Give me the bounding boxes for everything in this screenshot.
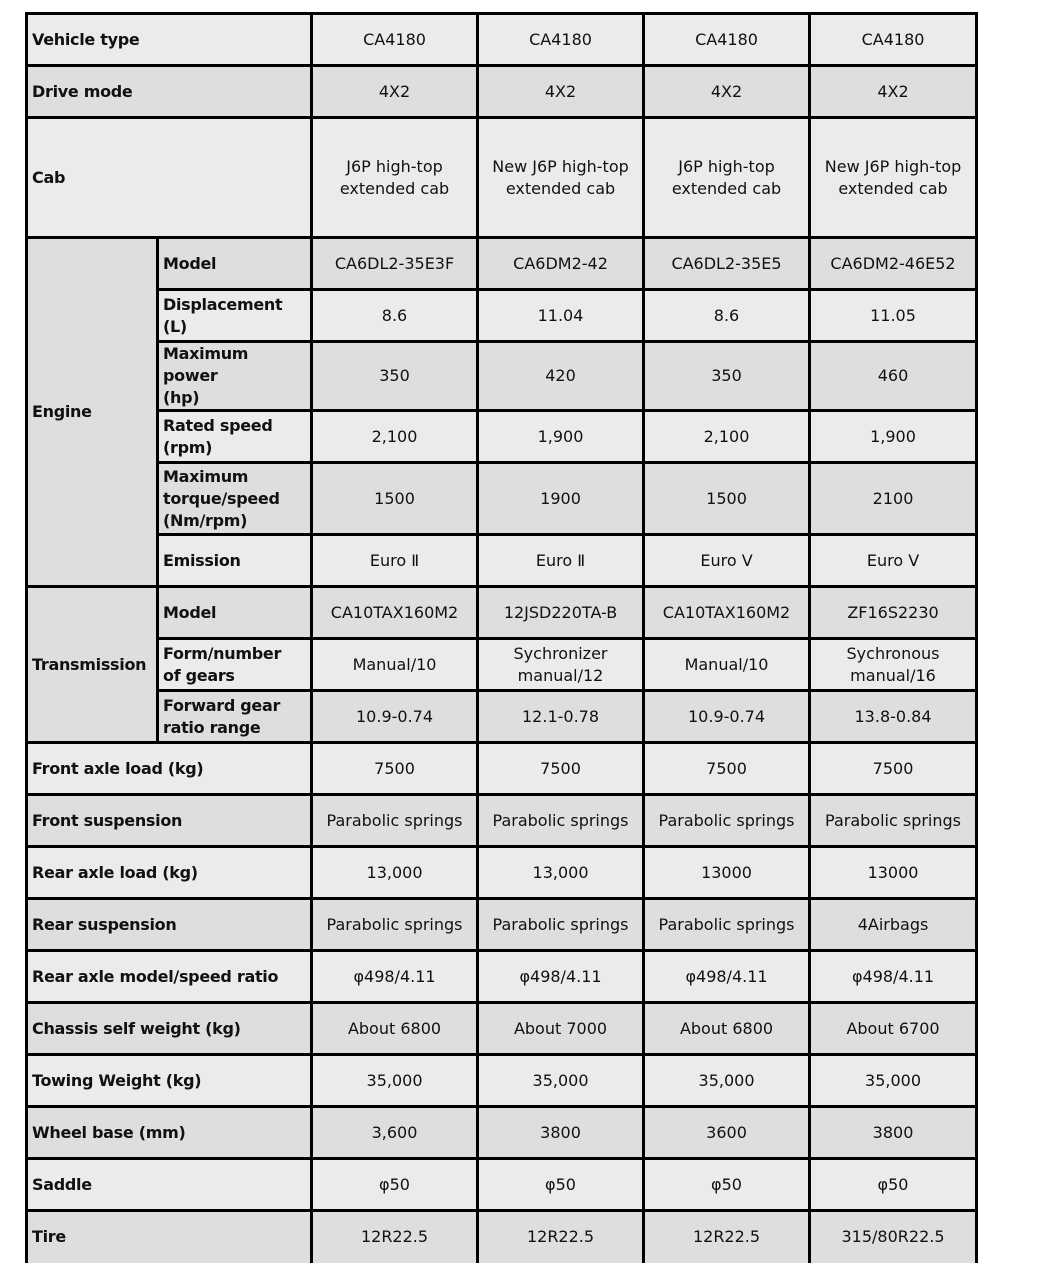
cell-value: 12R22.5 [644,1211,810,1263]
cell-line: 12JSD220TA-B [503,602,618,622]
sub-row-label [158,342,312,411]
cell-line: extended cab [838,178,948,198]
cell-line: J6P high-top [678,156,775,176]
cell-value: CA6DL2-35E3F [312,238,478,290]
cell-value [312,587,478,639]
cell-value: 35,000 [478,1055,644,1107]
cell-value [644,587,810,639]
cell-value: 4X2 [312,66,478,118]
cell-value: 7500 [810,743,977,795]
cell-value: 7500 [478,743,644,795]
row-label: Cab [27,118,312,238]
row-label: Front axle load (kg) [27,743,312,795]
cell-value [478,639,644,691]
row-engine-4 [27,463,977,535]
table-row [27,847,977,899]
row-label: Towing Weight (kg) [27,1055,312,1107]
cell-value: Euro V [810,535,977,587]
cell-value [810,639,977,691]
cell-value: 13000 [644,847,810,899]
cell-value [312,639,478,691]
cell-value: 8.6 [312,290,478,342]
row-engine-1 [27,290,977,342]
row-label: Chassis self weight (kg) [27,1003,312,1055]
cell-value: φ498/4.11 [810,951,977,1003]
cell-value: φ50 [644,1159,810,1211]
cell-value: 35,000 [810,1055,977,1107]
cell-value: 1500 [644,463,810,535]
cell-line: manual/16 [850,665,936,685]
cell-value: 11.05 [810,290,977,342]
cell-value [478,118,644,238]
row-transmission-0 [27,587,977,639]
cell-value: Parabolic springs [312,899,478,951]
cell-value: 420 [478,342,644,411]
cell-value: Euro V [644,535,810,587]
cell-value: CA4180 [810,14,977,66]
cell-value: 350 [312,342,478,411]
row-engine-5 [27,535,977,587]
sub-row-label [158,639,312,691]
cell-value: φ50 [478,1159,644,1211]
cell-value [810,587,977,639]
cell-value: 12R22.5 [312,1211,478,1263]
cell-line: (rpm) [163,437,213,457]
cell-value: CA4180 [478,14,644,66]
cell-line: manual/12 [517,665,604,685]
cell-line: 13.8-0.84 [854,706,932,726]
cell-line: extended cab [671,178,782,198]
row-label: Rear suspension [27,899,312,951]
cell-value [644,639,810,691]
table-row [27,795,977,847]
cell-value [644,118,810,238]
cell-value: Parabolic springs [312,795,478,847]
row-label: Vehicle type [27,14,312,66]
cell-value: About 6800 [312,1003,478,1055]
cell-value: CA4180 [644,14,810,66]
cell-value: 7500 [644,743,810,795]
cell-line: Manual/10 [352,654,437,674]
sub-row-label [158,535,312,587]
cell-value: φ50 [312,1159,478,1211]
cell-line: Model [163,253,217,273]
cell-value: 1,900 [478,411,644,463]
row-engine-0 [27,238,977,290]
cell-line: Form/number [163,643,282,663]
cell-line: Displacement [163,294,283,314]
cell-value: 13000 [810,847,977,899]
cell-value: 2100 [810,463,977,535]
cell-line: (Nm/rpm) [163,510,248,530]
cell-value: 2,100 [644,411,810,463]
cell-value [810,118,977,238]
row-drive-mode [27,66,977,118]
cell-value: φ498/4.11 [478,951,644,1003]
cell-line: Emission [163,550,241,570]
cell-line: (L) [163,316,187,336]
cell-line: extended cab [505,178,616,198]
cell-value: About 7000 [478,1003,644,1055]
cell-value: Parabolic springs [478,795,644,847]
sub-row-label [158,691,312,743]
cell-value: 4X2 [644,66,810,118]
sub-row-label [158,411,312,463]
cell-value: 3800 [478,1107,644,1159]
row-label: Saddle [27,1159,312,1211]
cell-line: Rated speed [163,415,273,435]
cell-line: New J6P high-top [824,156,962,176]
table-row [27,1107,977,1159]
cell-value: Parabolic springs [644,795,810,847]
cell-value: 3600 [644,1107,810,1159]
cell-value [644,691,810,743]
row-engine-2 [27,342,977,411]
cell-value: 8.6 [644,290,810,342]
cell-value: φ498/4.11 [644,951,810,1003]
group-label-engine: Engine [27,238,158,587]
cell-line: torque/speed [163,488,280,508]
row-label: Tire [27,1211,312,1263]
cell-line: Model [163,602,217,622]
cell-line: Maximum [163,466,249,486]
cell-value: 4Airbags [810,899,977,951]
cell-line: CA10TAX160M2 [330,602,459,622]
cell-value [312,118,478,238]
cell-value: CA4180 [312,14,478,66]
cell-value: φ498/4.11 [312,951,478,1003]
cell-value: 3,600 [312,1107,478,1159]
cell-value: 350 [644,342,810,411]
cell-value: 13,000 [478,847,644,899]
cell-line: ZF16S2230 [847,602,939,622]
cell-value: φ50 [810,1159,977,1211]
cell-line: Maximum power [163,344,249,385]
cell-line: Sychronizer [513,643,608,663]
table-row [27,1211,977,1263]
cell-line: 10.9-0.74 [356,706,434,726]
cell-value: 12R22.5 [478,1211,644,1263]
cell-value: About 6700 [810,1003,977,1055]
cell-value: 35,000 [644,1055,810,1107]
cell-value: Parabolic springs [478,899,644,951]
cell-line: extended cab [339,178,450,198]
cell-line: of gears [163,665,235,685]
cell-value [478,691,644,743]
row-label: Drive mode [27,66,312,118]
cell-line: Forward gear [163,695,281,715]
cell-value: CA6DM2-42 [478,238,644,290]
cell-value: 13,000 [312,847,478,899]
cell-value: About 6800 [644,1003,810,1055]
cell-value: 35,000 [312,1055,478,1107]
cell-value: 315/80R22.5 [810,1211,977,1263]
cell-value: 3800 [810,1107,977,1159]
cell-line: ratio range [163,717,261,737]
sub-row-label [158,587,312,639]
cell-line: CA10TAX160M2 [662,602,791,622]
table-row [27,1003,977,1055]
row-engine-3 [27,411,977,463]
cell-line: 10.9-0.74 [688,706,766,726]
cell-value [312,691,478,743]
row-label: Wheel base (mm) [27,1107,312,1159]
cell-value: 1900 [478,463,644,535]
cell-line: Sychronous [846,643,940,663]
cell-value: Euro Ⅱ [478,535,644,587]
row-vehicle-type [27,14,977,66]
sub-row-label [158,238,312,290]
sub-row-label [158,290,312,342]
cell-line: 12.1-0.78 [522,706,600,726]
row-label: Rear axle model/speed ratio [27,951,312,1003]
cell-value [478,587,644,639]
table-row [27,743,977,795]
table-row [27,1055,977,1107]
cell-value: 4X2 [478,66,644,118]
row-transmission-2 [27,691,977,743]
cell-value: 1500 [312,463,478,535]
row-cab [27,118,977,238]
cell-value: CA6DM2-46E52 [810,238,977,290]
cell-value: Euro Ⅱ [312,535,478,587]
group-label-transmission: Transmission [27,587,158,743]
cell-line: New J6P high-top [492,156,629,176]
cell-value: 2,100 [312,411,478,463]
cell-value [810,691,977,743]
sub-row-label [158,463,312,535]
cell-value: Parabolic springs [644,899,810,951]
cell-value: CA6DL2-35E5 [644,238,810,290]
table-row [27,1159,977,1211]
table-row [27,951,977,1003]
cell-value: Parabolic springs [810,795,977,847]
cell-value: 1,900 [810,411,977,463]
cell-line: J6P high-top [346,156,443,176]
cell-value: 4X2 [810,66,977,118]
cell-value: 460 [810,342,977,411]
cell-value: 7500 [312,743,478,795]
cell-value: 11.04 [478,290,644,342]
row-label: Front suspension [27,795,312,847]
cell-line: Manual/10 [684,654,769,674]
row-transmission-1 [27,639,977,691]
cell-line: (hp) [163,388,200,407]
table-row [27,899,977,951]
spec-table [25,12,978,1263]
row-label: Rear axle load (kg) [27,847,312,899]
